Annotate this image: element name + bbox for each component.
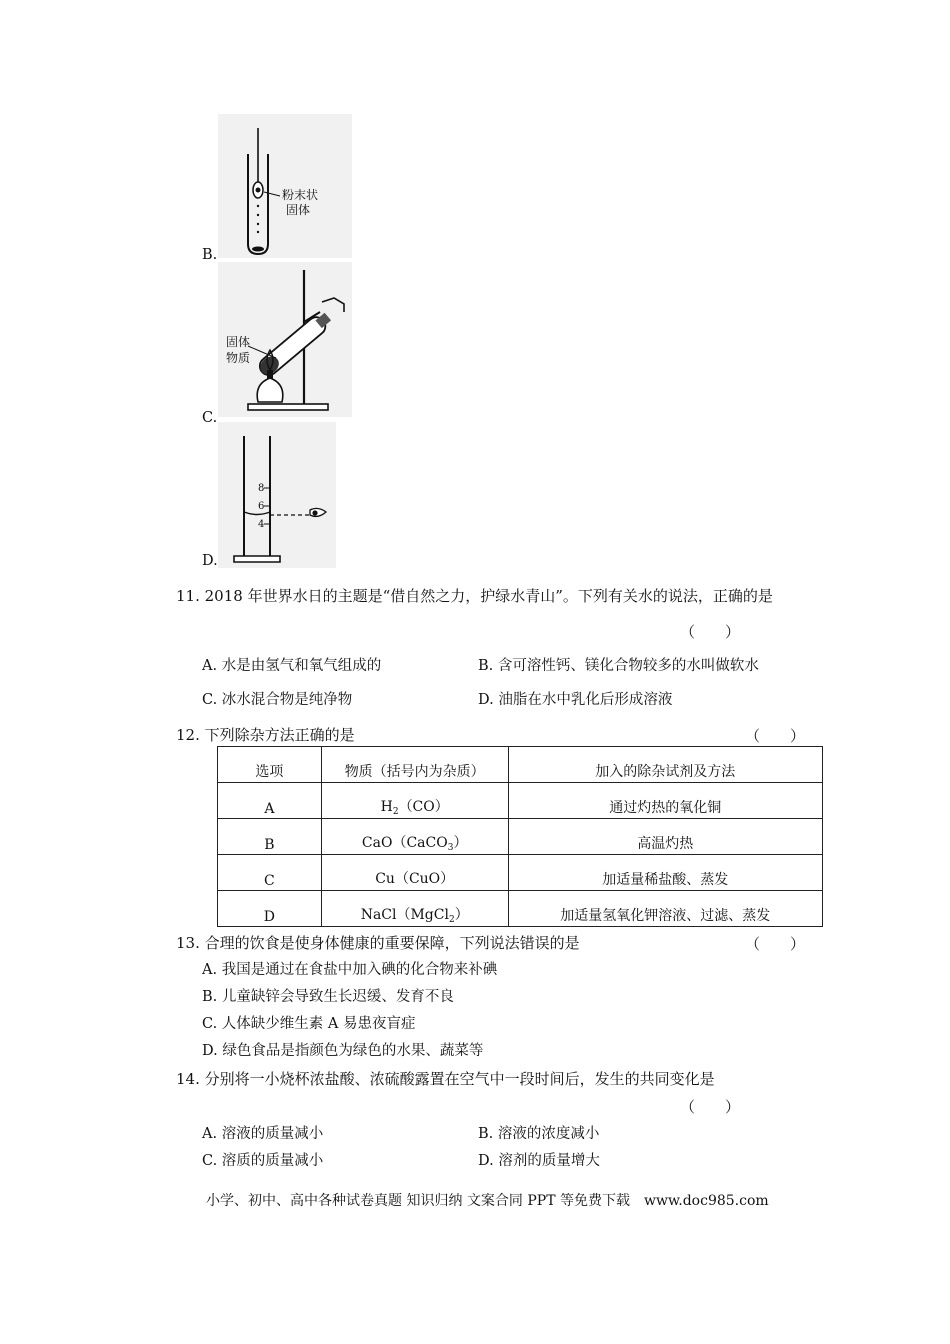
q13-option-c: C. 人体缺少维生素 A 易患夜盲症 bbox=[202, 1016, 416, 1032]
figure-d-letter: D. bbox=[202, 553, 218, 569]
q11-stem: 11. 2018 年世界水日的主题是“借自然之力，护绿水青山”。下列有关水的说法，正确的是 bbox=[176, 587, 773, 605]
row-substance bbox=[321, 783, 508, 819]
row-option: B bbox=[218, 819, 322, 855]
substance-subscript: 2 bbox=[448, 915, 455, 925]
row-substance bbox=[321, 855, 508, 891]
q11-option-b: B. 含可溶性钙、镁化合物较多的水叫做软水 bbox=[478, 658, 759, 674]
header-method: 加入的除杂试剂及方法 bbox=[508, 747, 822, 783]
figure-c-heating-apparatus bbox=[218, 262, 352, 417]
q13-answer-paren: （ ） bbox=[745, 935, 806, 953]
scale-6-label: 6 bbox=[258, 501, 265, 512]
q12-table-header bbox=[218, 747, 823, 783]
scale-4-label: 4 bbox=[258, 519, 265, 530]
figure-b-test-tube bbox=[218, 114, 352, 258]
row-option: A bbox=[218, 783, 322, 819]
row-method: 通过灼热的氧化铜 bbox=[508, 783, 822, 819]
q11-option-c: C. 冰水混合物是纯净物 bbox=[202, 692, 353, 708]
substance-text-tail: ） bbox=[453, 835, 468, 851]
substance-text: Cu（CuO） bbox=[375, 871, 455, 887]
header-substance: 物质（括号内为杂质） bbox=[321, 747, 508, 783]
page-footer: 小学、初中、高中各种试卷真题 知识归纳 文案合同 PPT 等免费下载 www.doc985.com bbox=[206, 1193, 769, 1209]
q14-answer-paren: （ ） bbox=[680, 1098, 741, 1116]
figure-c-label-line2: 物质 bbox=[226, 351, 251, 365]
figure-b-label-line2: 固体 bbox=[286, 203, 311, 217]
substance-text: CaO（CaCO bbox=[361, 835, 448, 851]
scale-8-label: 8 bbox=[258, 483, 265, 494]
row-substance bbox=[321, 819, 508, 855]
substance-text: H bbox=[380, 799, 393, 815]
row-substance bbox=[321, 891, 508, 927]
figure-c-label bbox=[226, 334, 250, 366]
q13-stem: 13. 合理的饮食是使身体健康的重要保障，下列说法错误的是 bbox=[176, 934, 580, 952]
substance-text-tail: ） bbox=[454, 907, 469, 923]
table-row bbox=[218, 891, 823, 927]
q12-table bbox=[217, 746, 823, 927]
q11-option-d: D. 油脂在水中乳化后形成溶液 bbox=[478, 692, 673, 708]
q13-option-d: D. 绿色食品是指颜色为绿色的水果、蔬菜等 bbox=[202, 1043, 484, 1059]
row-option: C bbox=[218, 855, 322, 891]
substance-subscript: 2 bbox=[392, 807, 399, 817]
row-method: 加适量氢氧化钾溶液、过滤、蒸发 bbox=[508, 891, 822, 927]
table-row bbox=[218, 783, 823, 819]
substance-text-tail: （CO） bbox=[398, 799, 449, 815]
q13-option-b: B. 儿童缺锌会导致生长迟缓、发育不良 bbox=[202, 989, 454, 1005]
q14-option-a: A. 溶液的质量减小 bbox=[202, 1126, 324, 1142]
figure-d-graduated-cylinder bbox=[218, 422, 336, 568]
figure-c-letter: C. bbox=[202, 410, 218, 426]
row-method: 高温灼热 bbox=[508, 819, 822, 855]
q14-option-c: C. 溶质的质量减小 bbox=[202, 1153, 324, 1169]
figure-b-label-line1: 粉末状 bbox=[282, 188, 319, 202]
substance-text: NaCl（MgCl bbox=[360, 907, 449, 923]
figure-b-label bbox=[282, 188, 318, 218]
row-option: D bbox=[218, 891, 322, 927]
header-option: 选项 bbox=[218, 747, 322, 783]
q14-option-b: B. 溶液的浓度减小 bbox=[478, 1126, 600, 1142]
q12-stem: 12. 下列除杂方法正确的是 bbox=[176, 726, 355, 744]
q14-option-d: D. 溶剂的质量增大 bbox=[478, 1153, 600, 1169]
figure-c-label-line1: 固体 bbox=[226, 335, 251, 349]
table-row bbox=[218, 855, 823, 891]
q13-option-a: A. 我国是通过在食盐中加入碘的化合物来补碘 bbox=[202, 962, 498, 978]
table-row bbox=[218, 819, 823, 855]
row-method: 加适量稀盐酸、蒸发 bbox=[508, 855, 822, 891]
figure-b-letter: B. bbox=[202, 247, 218, 263]
q12-answer-paren: （ ） bbox=[745, 727, 806, 745]
q11-option-a: A. 水是由氢气和氧气组成的 bbox=[202, 658, 382, 674]
q14-stem: 14. 分别将一小烧杯浓盐酸、浓硫酸露置在空气中一段时间后，发生的共同变化是 bbox=[176, 1070, 715, 1088]
substance-subscript: 3 bbox=[447, 843, 454, 853]
q11-answer-paren: （ ） bbox=[680, 623, 741, 641]
